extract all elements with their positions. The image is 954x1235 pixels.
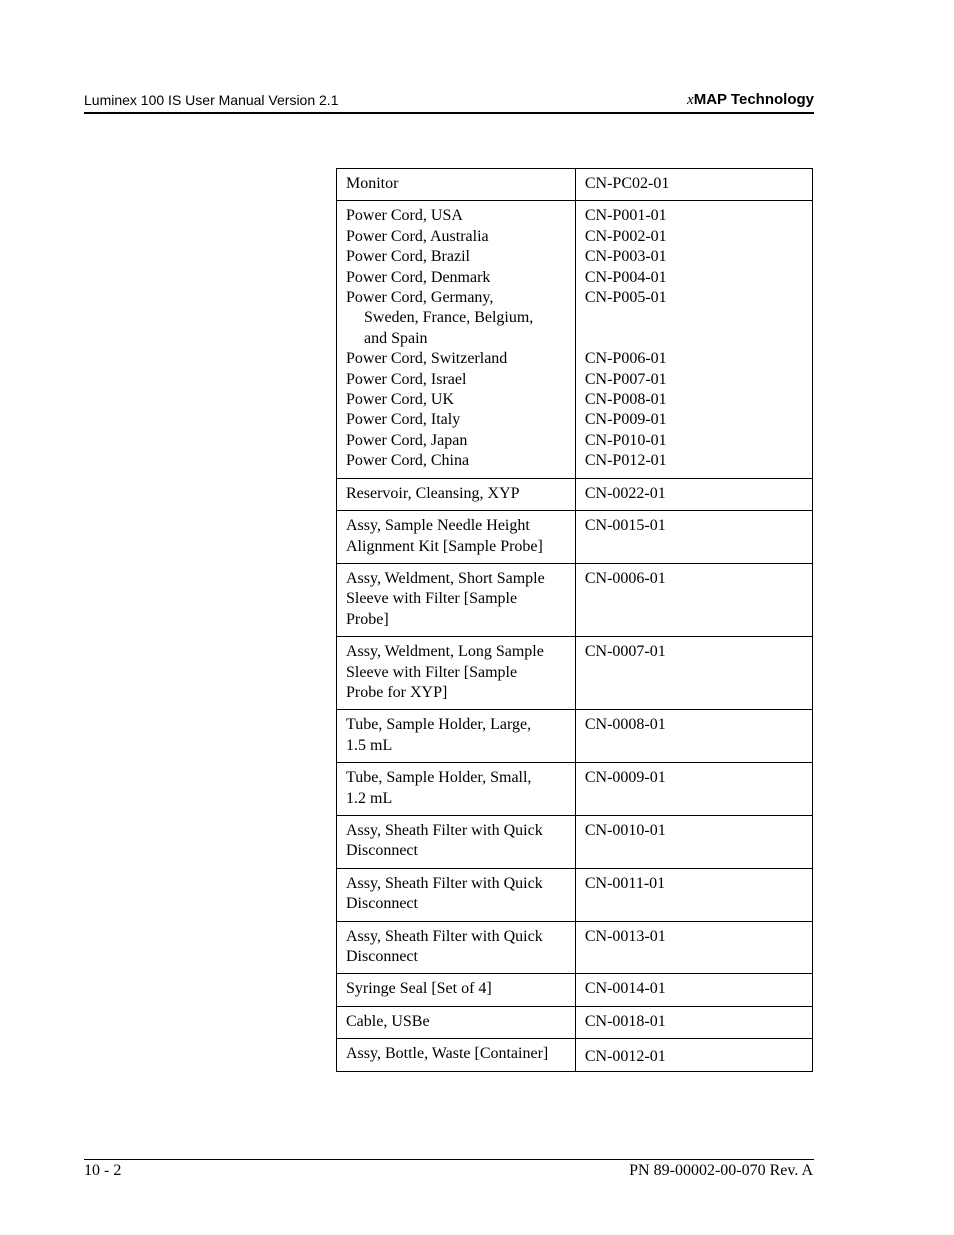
part-number-line: CN-0011-01 [584, 874, 666, 892]
part-description-line: Assy, Sheath Filter with Quick [346, 874, 543, 892]
part-description-cell [337, 169, 576, 201]
part-number-cell [575, 1039, 812, 1071]
part-number-line: CN-P004-01 [584, 268, 667, 286]
part-number-line: CN-P003-01 [584, 248, 667, 266]
part-number-cell [575, 563, 812, 636]
part-description-cell [337, 478, 576, 510]
part-number-line: CN-P008-01 [584, 391, 667, 409]
table-row [337, 763, 813, 816]
part-description-line: Disconnect [346, 948, 418, 965]
footer-part-number: PN 89-00002-00-070 Rev. A [629, 1162, 813, 1179]
part-description-line: 1.5 mL [346, 736, 393, 754]
header-brand [687, 91, 814, 109]
footer-divider [84, 1159, 814, 1160]
brand-prefix: x [687, 92, 694, 108]
part-description-line: Sweden, France, Belgium, [364, 309, 534, 327]
part-description-line: Assy, Sheath Filter with Quick [346, 821, 543, 839]
part-number-cell [575, 868, 812, 921]
part-description-line: 1.2 mL [346, 789, 393, 807]
part-number-cell [575, 637, 812, 710]
part-number-line: CN-P007-01 [584, 370, 667, 388]
part-number-line: CN-0010-01 [584, 821, 666, 839]
table-row [337, 974, 813, 1006]
part-number-line: CN-0015-01 [584, 517, 666, 535]
part-description-cell [337, 815, 576, 868]
table-row [337, 868, 813, 921]
part-number-cell [575, 511, 812, 564]
part-description-line: Power Cord, Denmark [346, 268, 491, 286]
part-description-line: Probe for XYP] [346, 683, 448, 701]
part-description-line: Power Cord, China [346, 452, 470, 470]
part-description-line: Power Cord, Germany, [346, 289, 494, 307]
table-row [337, 511, 813, 564]
part-description-line: and Spain [364, 329, 428, 347]
part-number-line: CN-0022-01 [584, 484, 666, 502]
part-description-line: Reservoir, Cleansing, XYP [346, 484, 520, 502]
part-number-cell [575, 921, 812, 974]
footer-page-number: 10 - 2 [84, 1162, 122, 1179]
part-description-line: Alignment Kit [Sample Probe] [346, 537, 543, 555]
table-row [337, 1039, 813, 1071]
parts-table-body [337, 169, 813, 1072]
part-description-line: Probe] [346, 610, 389, 628]
part-description-line: Assy, Sheath Filter with Quick [346, 927, 543, 945]
part-description-line: Monitor [346, 175, 399, 192]
part-description-line: Assy, Weldment, Short Sample [346, 569, 545, 587]
part-description-cell [337, 1039, 576, 1071]
part-number-line: CN-0007-01 [584, 643, 666, 661]
header-divider [84, 112, 814, 114]
part-number-cell [575, 478, 812, 510]
part-description-cell [337, 563, 576, 636]
part-description-line: Disconnect [346, 842, 418, 860]
part-description-line: Assy, Sample Needle Height [346, 517, 530, 535]
part-number-line: CN-0006-01 [584, 569, 666, 587]
part-number-line: CN-0018-01 [584, 1012, 666, 1030]
part-description-line: Power Cord, USA [346, 207, 463, 225]
part-description-line: Power Cord, Italy [346, 411, 461, 429]
part-description-line: Disconnect [346, 895, 418, 913]
part-description-cell [337, 763, 576, 816]
table-row [337, 637, 813, 710]
part-description-cell [337, 637, 576, 710]
table-row [337, 563, 813, 636]
part-description-cell [337, 868, 576, 921]
part-number-line: CN-P009-01 [584, 411, 667, 429]
part-description-line: Power Cord, Israel [346, 370, 467, 388]
part-number-line: CN-P012-01 [584, 452, 667, 470]
part-number-line: CN-PC02-01 [584, 175, 670, 192]
part-number-line: CN-0014-01 [584, 980, 666, 998]
part-number-cell [575, 763, 812, 816]
part-number-line [585, 308, 803, 328]
brand-suffix: MAP Technology [693, 91, 814, 108]
part-number-cell [575, 974, 812, 1006]
part-number-line: CN-P002-01 [584, 227, 667, 245]
part-number-cell [575, 169, 812, 201]
part-number-line: CN-P006-01 [584, 350, 667, 368]
part-number-line [585, 329, 803, 349]
part-description-cell [337, 1006, 576, 1038]
table-row [337, 201, 813, 478]
table-row [337, 710, 813, 763]
part-description-line: Power Cord, Australia [346, 227, 489, 245]
part-description-line: Power Cord, Japan [346, 431, 468, 449]
part-description-cell [337, 921, 576, 974]
part-number-line: CN-P010-01 [584, 431, 667, 449]
part-description-cell [337, 511, 576, 564]
header-manual-title: Luminex 100 IS User Manual Version 2.1 [84, 92, 339, 108]
part-description-line: Power Cord, UK [346, 391, 454, 409]
part-description-cell [337, 201, 576, 478]
part-description-line: Assy, Bottle, Waste [Container] [346, 1045, 549, 1063]
part-description-line: Sleeve with Filter [Sample [346, 663, 518, 681]
part-number-cell [575, 1006, 812, 1038]
part-number-line: CN-0008-01 [584, 716, 666, 734]
part-description-cell [337, 710, 576, 763]
part-number-cell [575, 815, 812, 868]
part-description-line: Tube, Sample Holder, Large, [346, 716, 532, 734]
part-description-line: Power Cord, Brazil [346, 248, 470, 266]
part-description-line: Assy, Weldment, Long Sample [346, 643, 544, 661]
part-description-line: Cable, USBe [346, 1012, 430, 1030]
part-number-line: CN-P005-01 [584, 289, 667, 307]
part-number-line: CN-0013-01 [584, 927, 666, 945]
part-number-line: CN-0009-01 [584, 769, 666, 787]
part-number-cell [575, 201, 812, 478]
parts-table [336, 168, 813, 1072]
part-description-line: Power Cord, Switzerland [346, 350, 508, 368]
part-description-line: Tube, Sample Holder, Small, [346, 769, 532, 787]
table-row [337, 169, 813, 201]
table-row [337, 921, 813, 974]
table-row [337, 1006, 813, 1038]
part-number-line: CN-0012-01 [584, 1048, 666, 1066]
table-row [337, 478, 813, 510]
part-description-line: Syringe Seal [Set of 4] [346, 980, 492, 998]
table-row [337, 815, 813, 868]
part-description-cell [337, 974, 576, 1006]
part-number-line: CN-P001-01 [584, 207, 667, 225]
part-number-cell [575, 710, 812, 763]
part-description-line: Sleeve with Filter [Sample [346, 590, 518, 608]
